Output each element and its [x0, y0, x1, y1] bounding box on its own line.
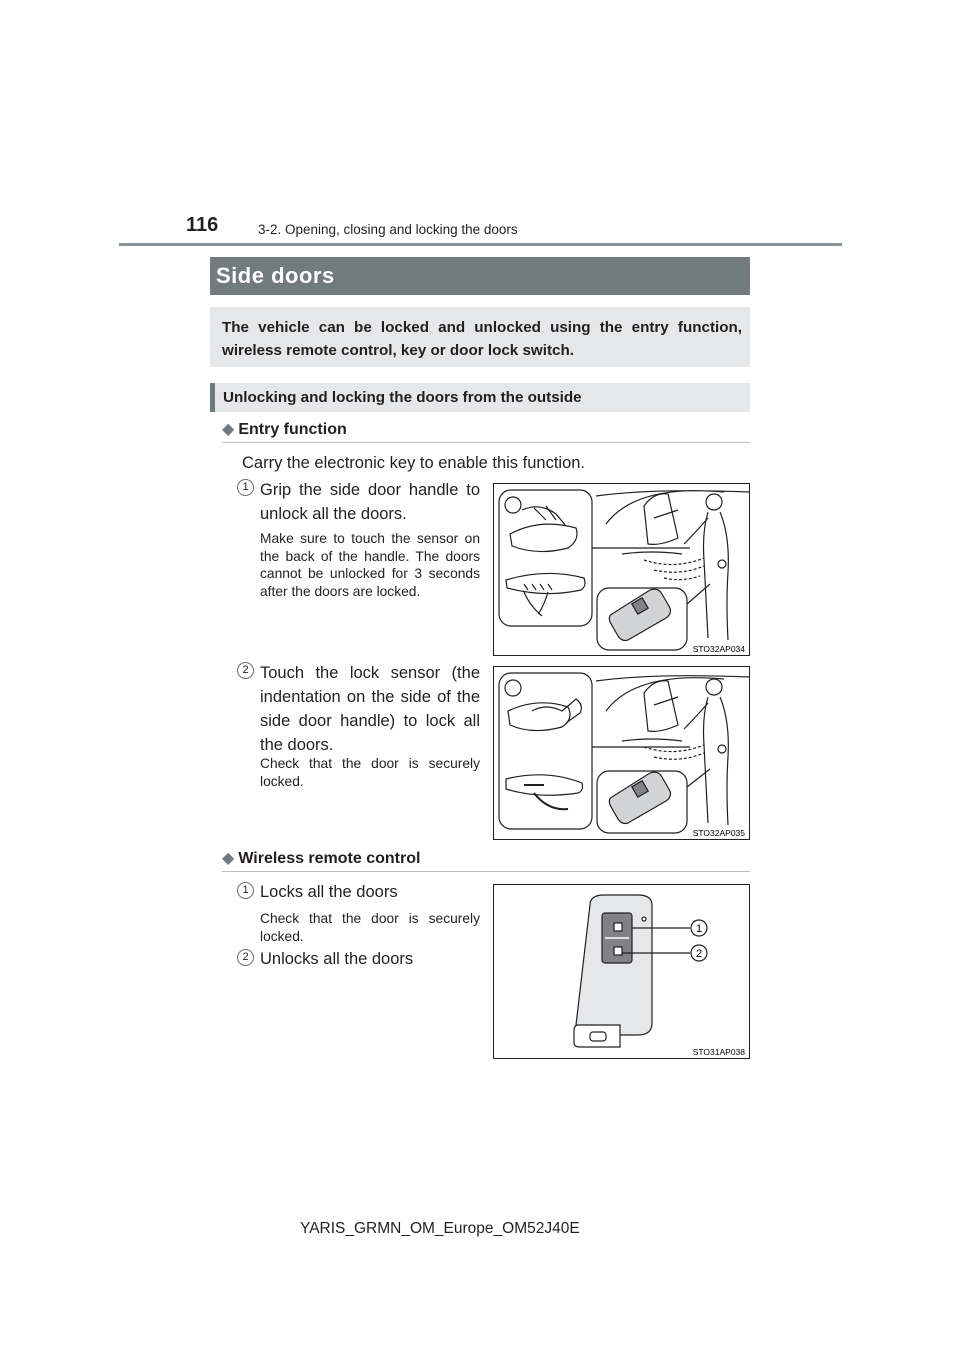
wireless-heading	[222, 848, 420, 868]
entry-item-2-text: Touch the lock sensor (the indentation on the side of the side door handle) to lock all the doors.	[260, 664, 480, 754]
item-number-badge: 2	[237, 662, 254, 679]
section-breadcrumb: 3-2. Opening, closing and locking the doors	[258, 222, 518, 237]
figure-code: STO32AP035	[692, 828, 745, 838]
header-rule	[119, 243, 842, 246]
wireless-item-1-note: Check that the door is securely locked.	[260, 911, 480, 944]
diamond-bullet-icon: ◆	[222, 421, 235, 438]
entry-function-description: Carry the electronic key to enable this function.	[242, 454, 586, 472]
entry-function-heading	[222, 419, 347, 439]
wireless-rule	[222, 871, 750, 872]
entry-item-1-note: Make sure to touch the sensor on the back of the handle. The doors cannot be unlocked for 3 seconds after the doors are locked.	[260, 531, 480, 599]
entry-item-1-text: Grip the side door handle to unlock all the doors.	[260, 481, 480, 523]
callout-number: 2	[695, 948, 703, 960]
wireless-item-1-text: Locks all the doors	[260, 883, 398, 901]
callout-number: 1	[695, 923, 703, 935]
subheading: Unlocking and locking the doors from the outside	[210, 383, 750, 412]
figure-code: STO31AP038	[692, 1047, 745, 1057]
figure-unlock-handle	[493, 483, 750, 656]
wireless-item-2-text: Unlocks all the doors	[260, 950, 414, 968]
item-number-badge: 1	[237, 479, 254, 496]
figure-code: STO32AP034	[692, 644, 745, 654]
entry-function-rule	[222, 442, 750, 443]
page-number: 116	[186, 214, 219, 236]
lock-illustration	[494, 667, 749, 839]
figure-lock-sensor	[493, 666, 750, 840]
unlock-illustration	[494, 484, 749, 655]
page-title: Side doors	[210, 257, 750, 295]
entry-item-2-note: Check that the door is securely locked.	[260, 756, 480, 789]
entry-function-heading-text: Entry function	[238, 421, 347, 438]
document-code: YARIS_GRMN_OM_Europe_OM52J40E	[300, 1220, 580, 1237]
diamond-bullet-icon: ◆	[222, 850, 235, 867]
wireless-heading-text: Wireless remote control	[238, 850, 421, 867]
figure-key-fob	[493, 884, 750, 1059]
item-number-badge: 2	[237, 949, 254, 966]
item-number-badge: 1	[237, 882, 254, 899]
intro-box: The vehicle can be locked and unlocked using the entry function, wireless remote control, key or door lock switch.	[210, 307, 750, 367]
key-fob-illustration	[494, 885, 749, 1058]
